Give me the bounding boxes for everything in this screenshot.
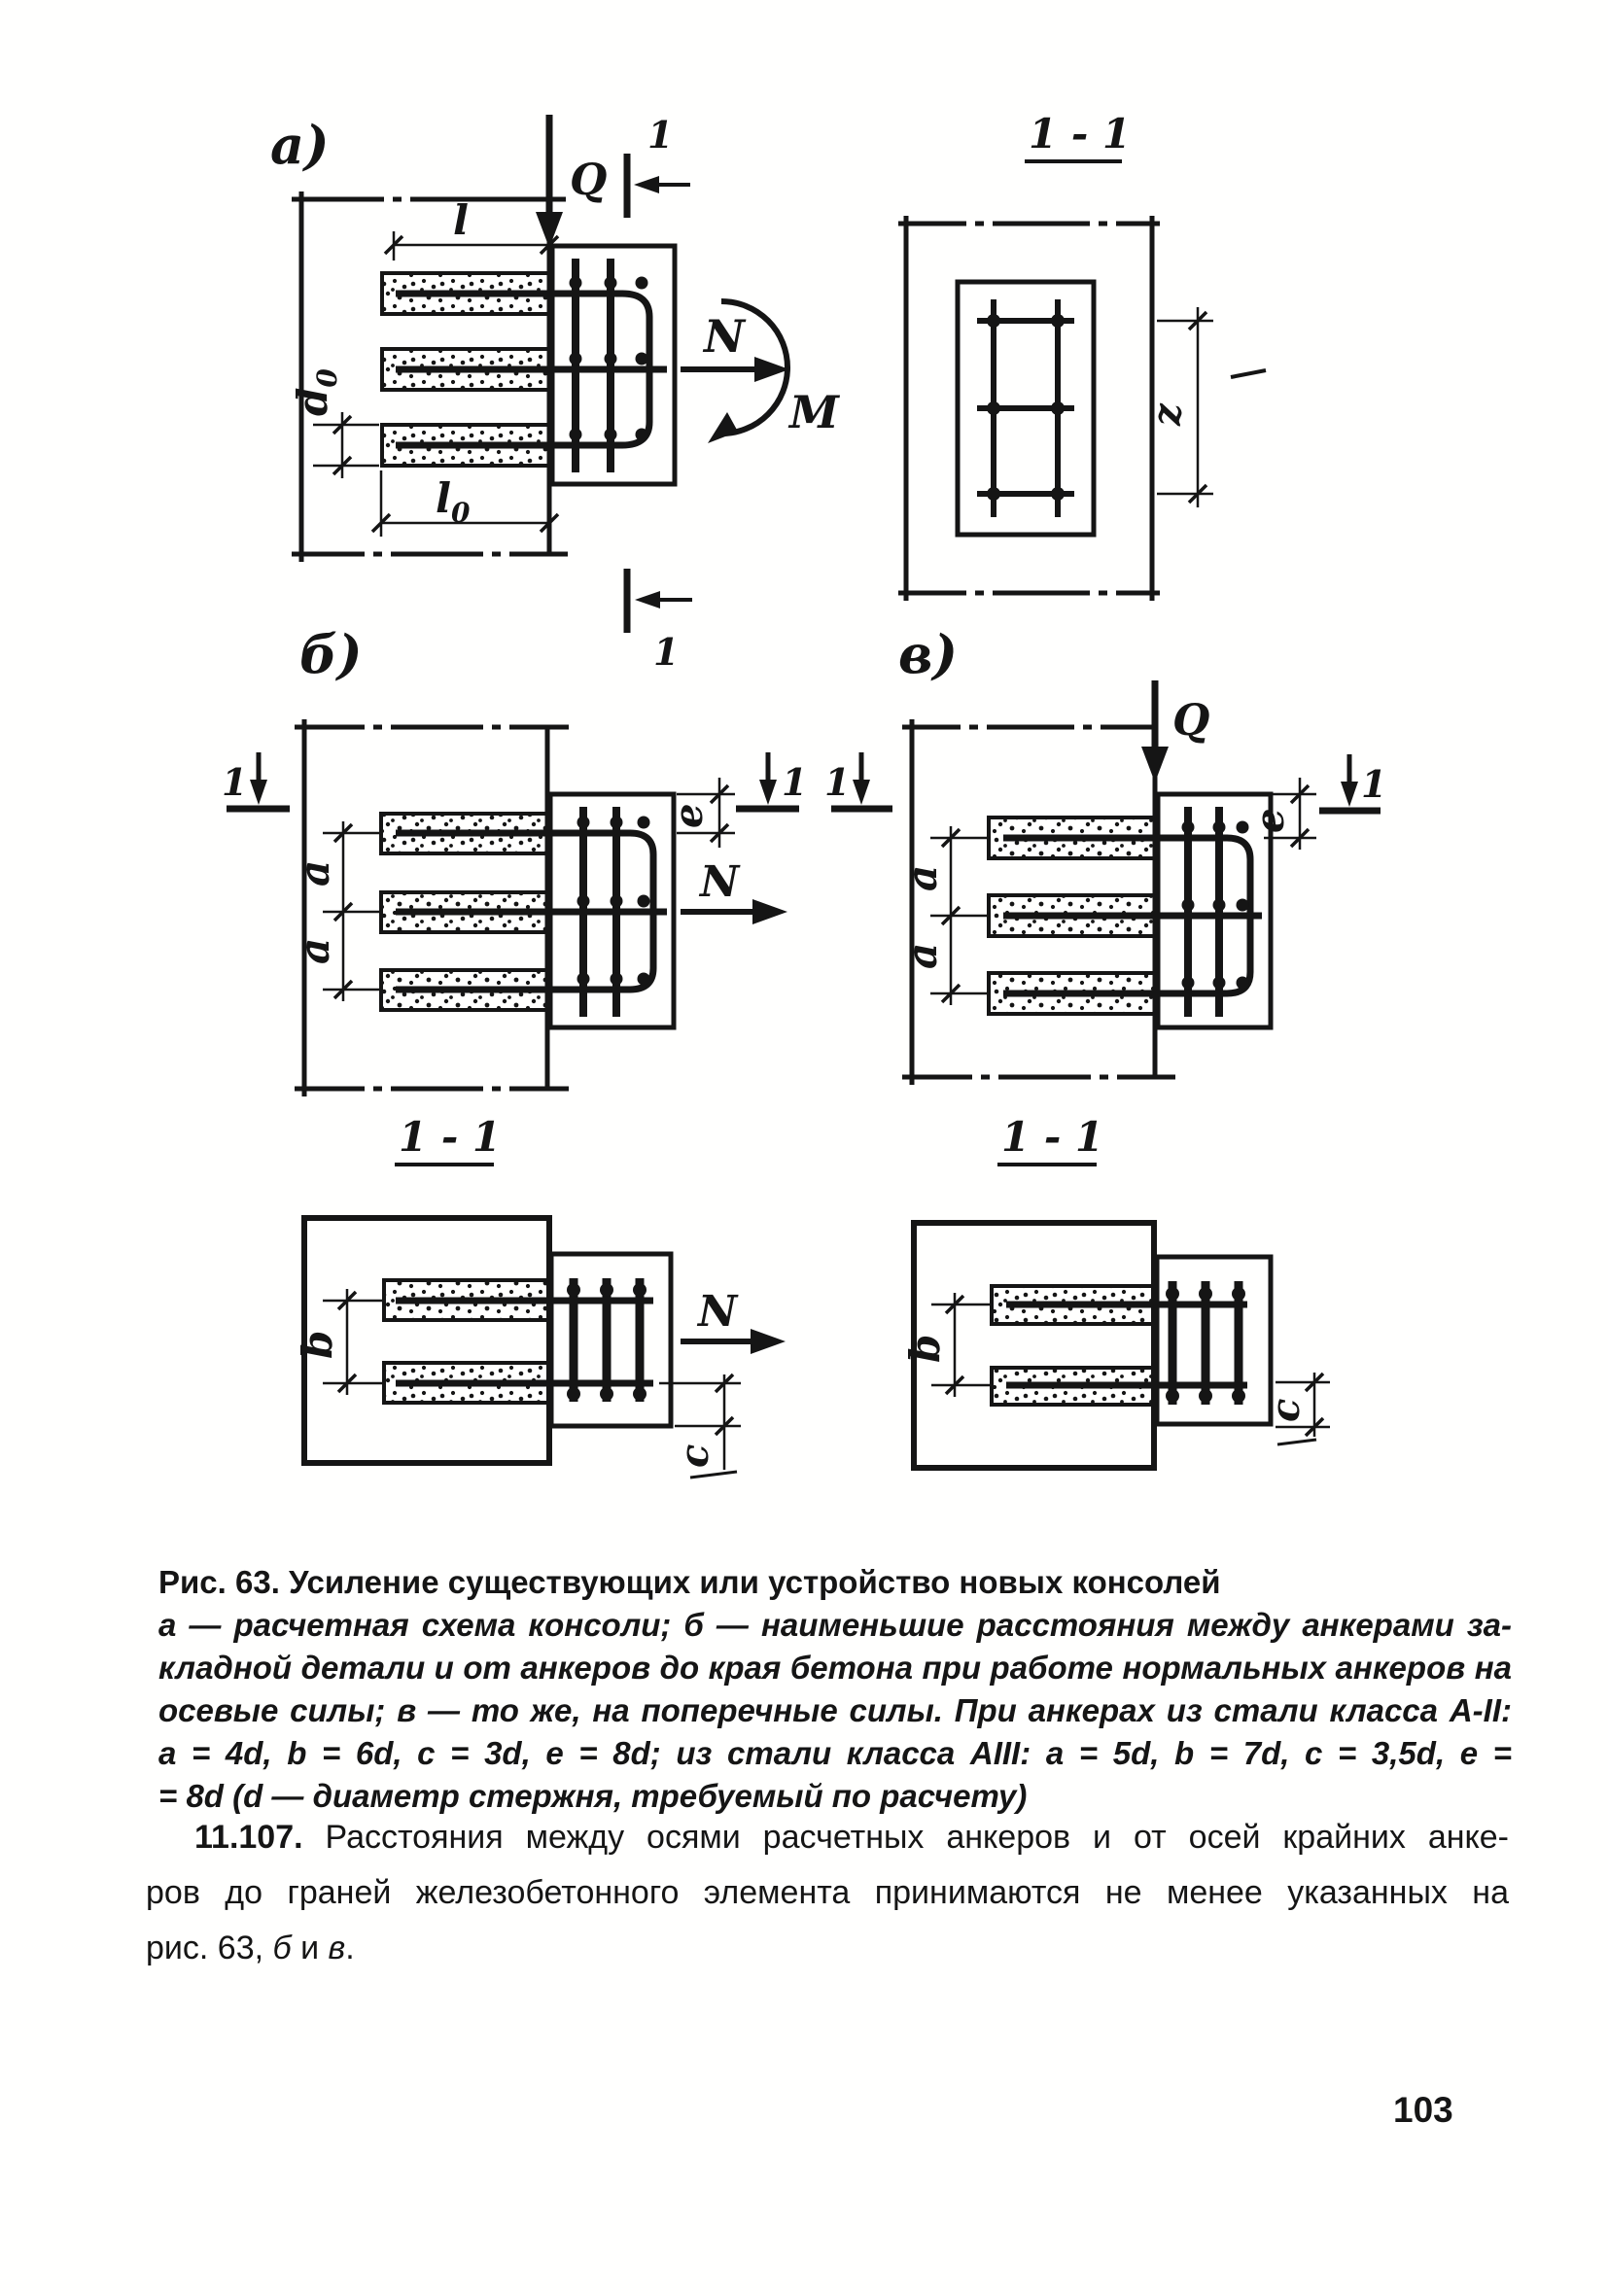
moment-m-label: M (789, 386, 839, 438)
svg-text:c: c (672, 1444, 717, 1468)
page-number: 103 (1393, 2090, 1453, 2130)
force-q-arrow (1141, 680, 1169, 783)
diagram-b-axial-forces (222, 623, 807, 1096)
caption-line: осевые силы; в — то же, на поперечные силы. При анкерах из стали класса А-II: (158, 1692, 1512, 1728)
svg-text:1: 1 (1361, 762, 1387, 806)
svg-text:a: a (291, 859, 338, 887)
section-title: 1 - 1 (399, 1113, 502, 1161)
svg-text:e: e (1247, 808, 1293, 833)
force-n-label: N (704, 310, 746, 363)
svg-text:d0: $d_0$ (289, 368, 343, 416)
section-1-1-of-a (898, 110, 1266, 601)
paragraph-line: 11.107. Расстояния между осями расчетных анкеров и от осей крайних анке- (194, 1819, 1509, 1856)
svg-text:b: b (901, 1334, 949, 1363)
caption-line: = 8d (d — диаметр стержня, требуемый по расчету) (158, 1778, 1028, 1814)
svg-text:1: 1 (647, 113, 674, 157)
svg-text:1: 1 (782, 760, 808, 804)
dimension-l (385, 196, 558, 261)
section-title: 1 - 1 (1001, 1113, 1104, 1161)
force-n-label: N (700, 857, 740, 907)
diagram-a-console-scheme (270, 113, 841, 674)
section-cut-mark-left (222, 752, 290, 809)
svg-text:c: c (1263, 1398, 1309, 1422)
section-cut-mark-bottom (627, 569, 692, 674)
svg-text:e: e (666, 803, 712, 828)
paragraph-11-107 (146, 1810, 1509, 1976)
svg-text:1: 1 (824, 760, 851, 804)
moment-m-arrowhead (708, 412, 738, 443)
force-q-arrow (536, 115, 563, 248)
panel-v-label: в) (898, 623, 959, 685)
panel-a-label: а) (270, 114, 330, 176)
svg-text:l: l (453, 196, 469, 244)
section-cut-mark-right (1319, 754, 1386, 811)
force-q-label: Q (570, 156, 608, 205)
svg-text:a: a (291, 937, 338, 964)
diagram-v-shear-forces (824, 623, 1386, 1085)
section-cut-mark-right (736, 752, 807, 809)
caption-line: а = 4d, b = 6d, c = 3d, e = 8d; из стали класса АIII: а = 5d, b = 7d, c = 3,5d, e = (158, 1735, 1512, 1771)
svg-text:1: 1 (222, 760, 248, 804)
paragraph-line: ров до граней железобетонного элемента принимаются не менее указанных на (146, 1874, 1509, 1911)
svg-text:a: a (898, 942, 946, 969)
svg-text:a: a (898, 864, 946, 891)
force-n-label: N (698, 1287, 738, 1337)
column-outline (914, 1223, 1154, 1468)
svg-text:z: z (1144, 403, 1190, 426)
svg-text:1: 1 (653, 630, 680, 674)
dimension-l0 (372, 470, 558, 537)
section-cut-mark-left (824, 752, 892, 809)
section-title: 1 - 1 (1029, 110, 1132, 157)
svg-text:b: b (294, 1330, 341, 1359)
svg-text:l0: $l_0$ (436, 474, 471, 529)
section-1-1-of-v (901, 1113, 1330, 1468)
paragraph-line: рис. 63, б и в. (146, 1930, 355, 1966)
section-1-1-of-b (294, 1113, 786, 1478)
paragraph-number: 11.107. (194, 1819, 303, 1856)
section-cut-mark-top (627, 113, 690, 218)
figure-caption (158, 1561, 1512, 1818)
dimension-e (666, 778, 735, 848)
dimension-e (1247, 778, 1316, 850)
dimension-z (1144, 307, 1213, 507)
caption-line: а — расчетная схема консоли; б — наименьшие расстояния между анкерами за- (158, 1607, 1512, 1643)
caption-line: кладной детали и от анкеров до края бетона при работе нормальных анкеров на (158, 1650, 1512, 1686)
figure-caption-title: Рис. 63. Усиление существующих или устройство новых консолей (158, 1564, 1221, 1600)
stray-mark (1231, 370, 1266, 377)
panel-b-label: б) (299, 623, 363, 685)
force-q-label: Q (1172, 696, 1210, 746)
